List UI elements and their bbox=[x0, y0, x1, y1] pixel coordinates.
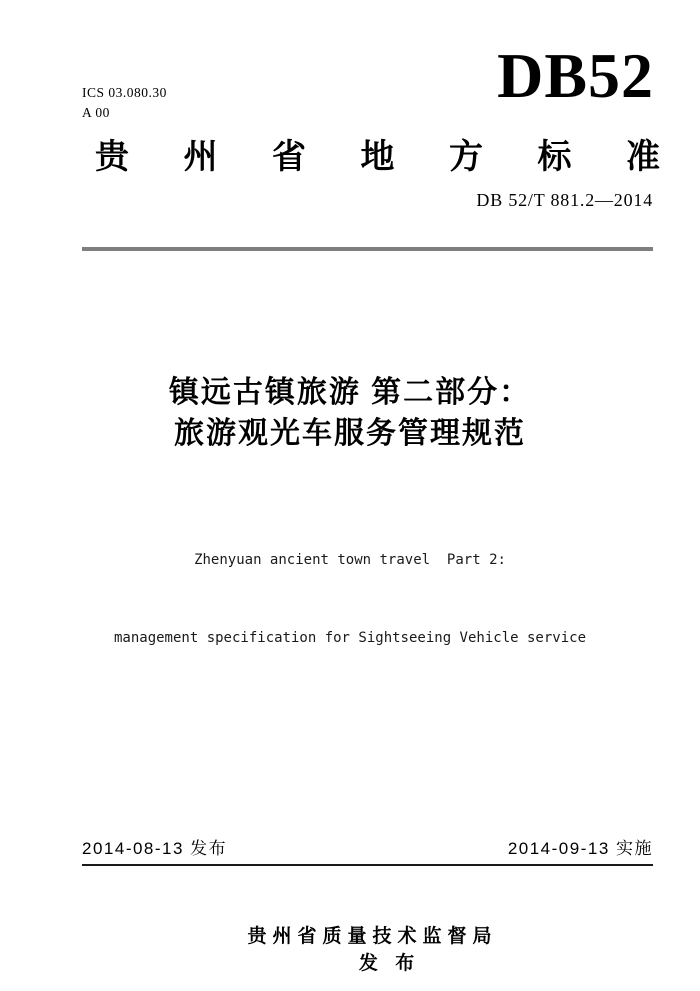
publish-label: 发 布 bbox=[358, 953, 421, 974]
standard-type-char: 州 bbox=[183, 138, 218, 176]
issue-date: 2014-08-13 发布 bbox=[82, 839, 228, 858]
standard-type-char: 标 bbox=[537, 138, 572, 176]
standard-type-char: 准 bbox=[626, 138, 660, 176]
document-title-cn-line1: 镇远古镇旅游 第二部分： bbox=[168, 376, 532, 409]
standard-type-char: 贵 bbox=[95, 138, 129, 176]
footer-dates-row bbox=[82, 834, 653, 866]
ics-classification-block bbox=[82, 83, 167, 123]
db52-logo: DB52 bbox=[497, 40, 654, 111]
document-title-en-line2: management specification for Sightseeing Vehicle service bbox=[113, 630, 586, 646]
document-title-en bbox=[0, 520, 700, 678]
standard-type-char: 省 bbox=[272, 138, 306, 176]
document-title-cn bbox=[0, 372, 700, 454]
standard-number: DB 52/T 881.2—2014 bbox=[476, 190, 653, 210]
standard-type-title bbox=[95, 137, 660, 177]
document-title-en-line1: Zhenyuan ancient town travel Part 2: bbox=[194, 552, 506, 568]
issuing-authority-row bbox=[0, 899, 700, 991]
issuing-authority: 贵州省质量技术监督局 bbox=[247, 926, 498, 947]
ics-code: ICS 03.080.30 bbox=[82, 85, 167, 100]
implementation-date: 2014-09-13 实施 bbox=[507, 839, 653, 858]
standard-type-char: 方 bbox=[449, 138, 483, 176]
document-title-cn-line2: 旅游观光车服务管理规范 bbox=[174, 417, 526, 450]
classification-code: A 00 bbox=[82, 105, 110, 120]
header-separator-rule bbox=[82, 247, 653, 251]
standard-type-char: 地 bbox=[360, 138, 395, 176]
